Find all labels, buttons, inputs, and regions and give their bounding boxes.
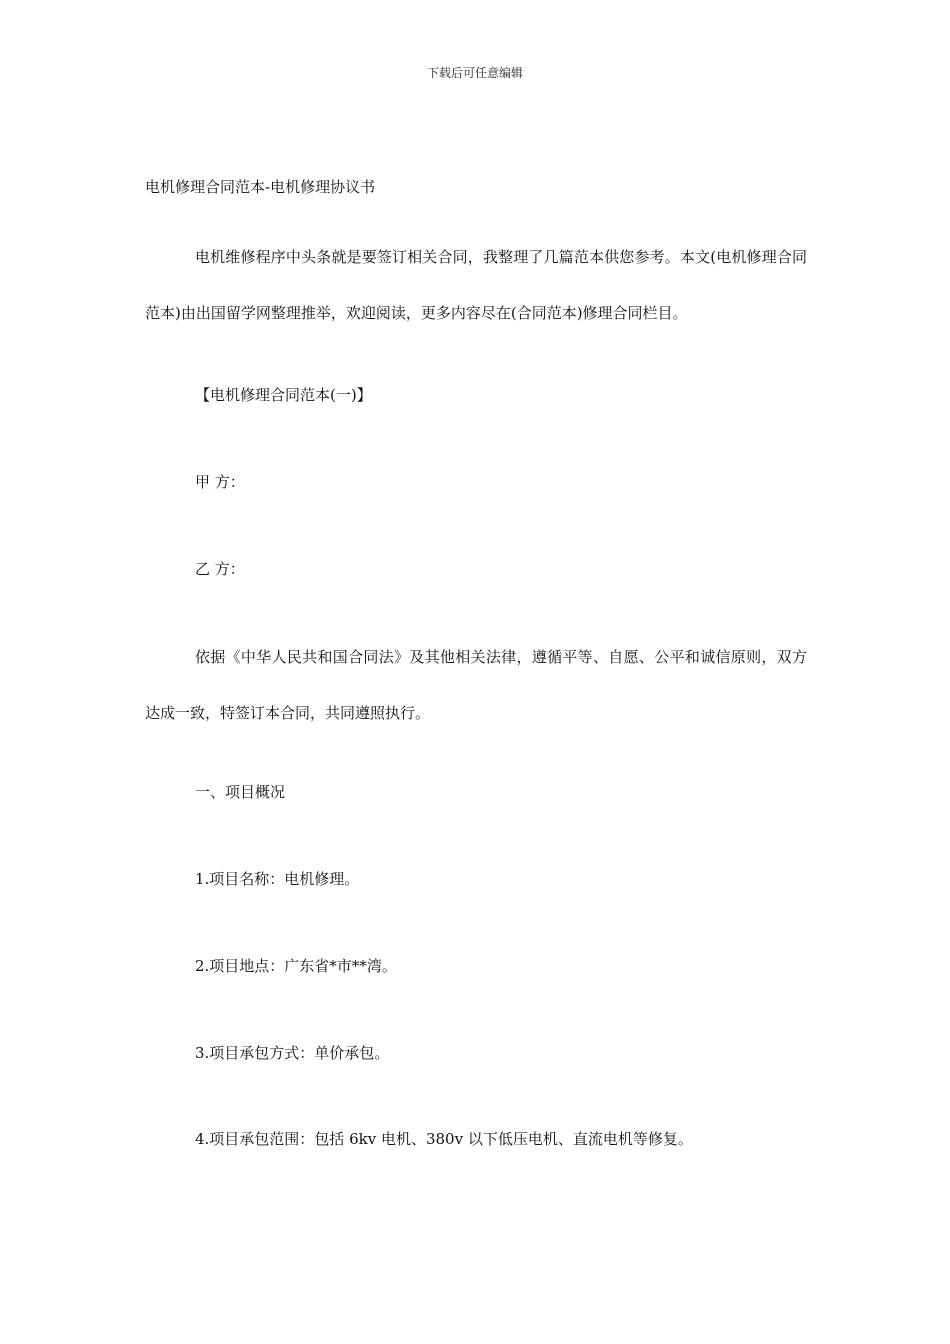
party-a-line: 甲 方：: [195, 473, 245, 491]
article-1-heading: 一、项目概况: [195, 783, 286, 801]
party-b-line: 乙 方：: [195, 560, 245, 578]
document-title: 电机修理合同范本-电机修理协议书: [145, 178, 376, 196]
list-item: 1.项目名称：电机修理。: [195, 870, 360, 888]
list-item: 2.项目地点：广东省*市**湾。: [195, 957, 397, 975]
basis-paragraph: 依据《中华人民共和国合同法》及其他相关法律，遵循平等、自愿、公平和诚信原则，双方达成一致，特签订本合同，共同遵照执行。: [145, 648, 807, 722]
intro-paragraph: 电机维修程序中头条就是要签订相关合同，我整理了几篇范本供您参考。本文(电机修理合同范本)由出国留学网整理推举，欢迎阅读，更多内容尽在(合同范本)修理合同栏目。: [145, 248, 807, 322]
list-item: 4.项目承包范围：包括 6kv 电机、380v 以下低压电机、直流电机等修复。: [195, 1130, 693, 1148]
list-item: 3.项目承包方式：单价承包。: [195, 1044, 390, 1062]
page-header-note: 下载后可任意编辑: [426, 66, 523, 80]
section-heading: 【电机修理合同范本(一)】: [195, 386, 372, 404]
